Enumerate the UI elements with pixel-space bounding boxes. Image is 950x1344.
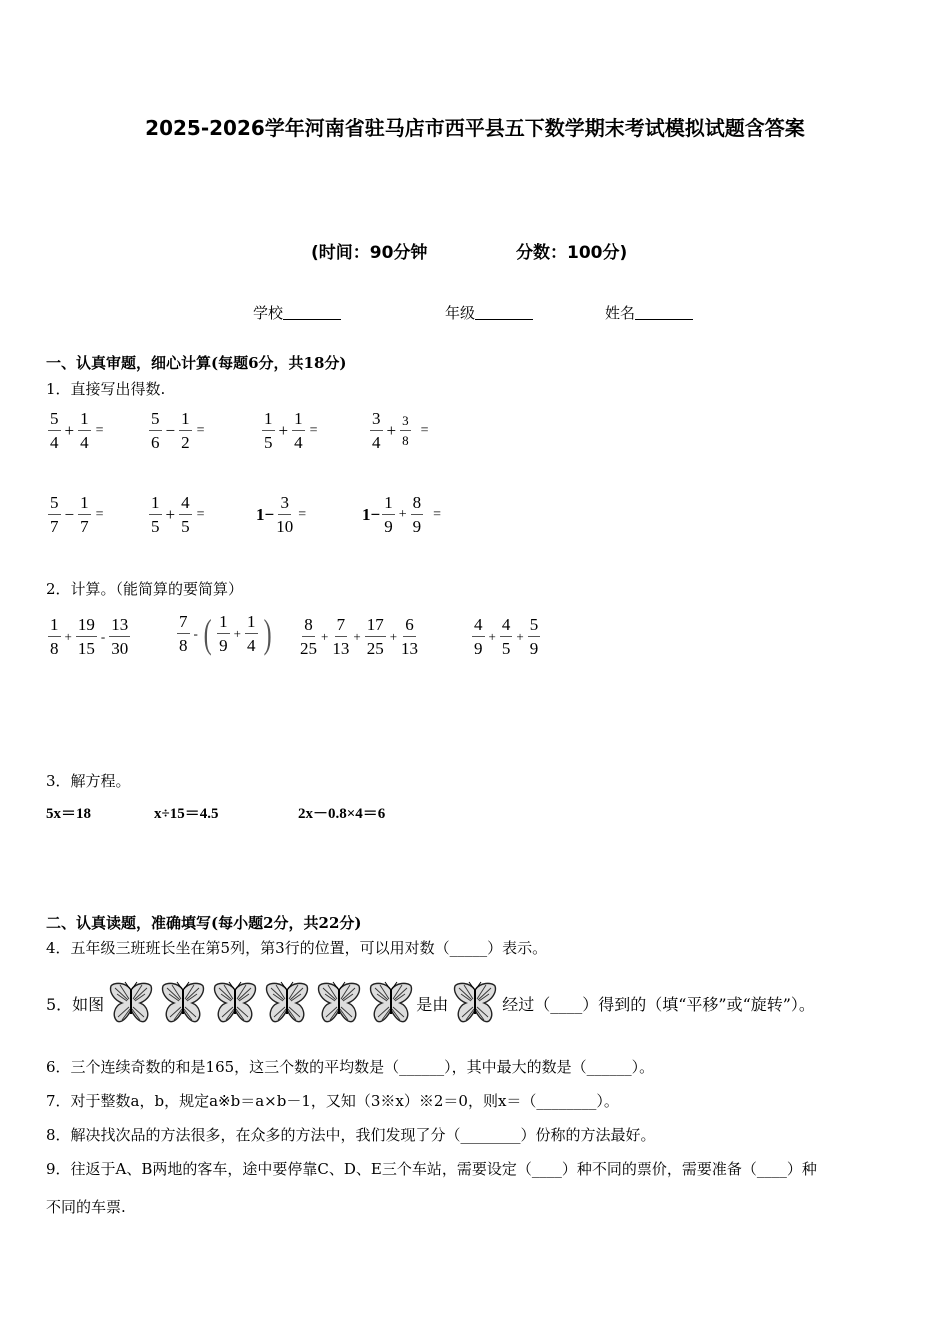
- question-5: [46, 980, 815, 1026]
- name-field[interactable]: [605, 302, 693, 323]
- fraction: $\frac{3}{4}$: [372, 409, 381, 452]
- document-title: 2025-2026学年河南省驻马店市西平县五下数学期末考试模拟试题含答案: [145, 116, 805, 140]
- time-info: (时间：90分钟: [311, 243, 428, 263]
- fraction: $\frac{5}{9}$: [529, 615, 539, 658]
- q2-expr-4: $\frac{4}{9}$ + $\frac{4}{5}$ + $\frac{5}{9}$: [474, 615, 539, 658]
- right-parenthesis: ): [263, 611, 272, 656]
- q1-expr-6: $\frac{1}{5}$ + $\frac{4}{5}$ =: [151, 493, 205, 536]
- question-9: 9．往返于A、B两地的客车，途中要停靠C、D、E三个车站，需要设定（____）种不同的票价，需要准备（____）种: [46, 1160, 817, 1178]
- fraction: $\frac{7}{8}$: [179, 612, 188, 655]
- question-7: 7．对于整数a，b，规定a※b＝a×b－1，又知（3※x）※2＝0，则x＝（________）。: [46, 1092, 619, 1110]
- fraction: $\frac{4}{5}$: [501, 615, 511, 658]
- question-3: 3．解方程。: [46, 772, 131, 790]
- q5-suffix: 经过（____）得到的（填“平移”或“旋转”）。: [502, 994, 815, 1014]
- q5-prefix: 5．如图: [46, 994, 105, 1014]
- q1-expr-5: $\frac{5}{7}$ − $\frac{1}{7}$ =: [50, 493, 104, 536]
- question-6: 6．三个连续奇数的和是165，这三个数的平均数是（______），其中最大的数是（______）。: [46, 1058, 655, 1076]
- school-label: 学校: [253, 304, 284, 322]
- q1-expr-7: 1− $\frac{3}{10}$ =: [256, 493, 307, 536]
- q2-expr-3: $\frac{8}{25}$ + $\frac{7}{13}$ + $\frac{17}{25}$ + $\frac{6}{13}$: [300, 615, 419, 658]
- question-9-continued: 不同的车票.: [46, 1198, 126, 1216]
- fraction: $\frac{1}{9}$: [384, 493, 393, 536]
- q1-expr-3: $\frac{1}{5}$ + $\frac{1}{4}$ =: [264, 409, 318, 452]
- fraction: $\frac{6}{13}$: [401, 615, 419, 658]
- fraction: $\frac{5}{4}$: [50, 409, 59, 452]
- fraction: $\frac{1}{4}$: [247, 612, 256, 655]
- fraction: $\frac{3}{8}$: [402, 413, 409, 448]
- butterfly-image: [108, 980, 154, 1026]
- fraction: $\frac{7}{13}$: [332, 615, 350, 658]
- fraction: $\frac{5}{7}$: [50, 493, 59, 536]
- butterfly-original-image: [452, 980, 498, 1026]
- equation-2: x÷15＝4.5: [154, 806, 219, 822]
- fraction: $\frac{1}{4}$: [294, 409, 303, 452]
- equation-1: 5x＝18: [46, 806, 92, 822]
- fraction: $\frac{5}{6}$: [151, 409, 160, 452]
- question-8: 8．解决找次品的方法很多，在众多的方法中，我们发现了分（________）份称的方法最好。: [46, 1126, 656, 1144]
- fraction: $\frac{1}{8}$: [50, 615, 59, 658]
- q1-expr-4: $\frac{3}{4}$ + $\frac{3}{8}$ =: [372, 409, 429, 452]
- q1-expr-1: $\frac{5}{4}$ + $\frac{1}{4}$ =: [50, 409, 104, 452]
- fraction: $\frac{1}{5}$: [264, 409, 273, 452]
- butterfly-image: [264, 980, 310, 1026]
- question-4: 4．五年级三班班长坐在第5列，第3行的位置，可以用对数（_____）表示。: [46, 939, 548, 957]
- q2-expr-1: $\frac{1}{8}$ + $\frac{19}{15}$ - $\frac{13}{30}$: [50, 615, 129, 658]
- name-label: 姓名: [605, 304, 636, 322]
- butterfly-image: [316, 980, 362, 1026]
- grade-field[interactable]: [445, 302, 533, 323]
- question-2: 2．计算。（能简算的要简算）: [46, 580, 244, 598]
- fraction: $\frac{1}{7}$: [80, 493, 89, 536]
- score-info: 分数：100分): [516, 243, 628, 263]
- fraction: $\frac{4}{9}$: [474, 615, 483, 658]
- fraction: $\frac{1}{5}$: [151, 493, 160, 536]
- section-2-heading: 二、认真读题，准确填写(每小题2分，共22分): [46, 914, 362, 932]
- q5-middle: 是由: [416, 994, 449, 1014]
- fraction: $\frac{4}{5}$: [181, 493, 190, 536]
- butterfly-image: [160, 980, 206, 1026]
- fraction: $\frac{1}{9}$: [219, 612, 228, 655]
- butterfly-image: [212, 980, 258, 1026]
- fraction: $\frac{1}{2}$: [181, 409, 190, 452]
- q1-expr-8: 1− $\frac{1}{9}$ + $\frac{8}{9}$ =: [362, 493, 441, 536]
- fraction: $\frac{8}{25}$: [300, 615, 317, 658]
- fraction: $\frac{8}{9}$: [412, 493, 422, 536]
- equation-3: 2x－0.8×4＝6: [298, 806, 386, 822]
- fraction: $\frac{19}{15}$: [77, 615, 95, 658]
- fraction: $\frac{3}{10}$: [276, 493, 294, 536]
- fraction: $\frac{1}{4}$: [80, 409, 89, 452]
- question-1: 1．直接写出得数.: [46, 380, 166, 398]
- fraction: $\frac{17}{25}$: [366, 615, 384, 658]
- q2-expr-2: $\frac{7}{8}$ - ( $\frac{1}{9}$ + $\frac{1}{4}$ ): [179, 611, 272, 656]
- q1-expr-2: $\frac{5}{6}$ − $\frac{1}{2}$ =: [151, 409, 205, 452]
- butterfly-image: [368, 980, 414, 1026]
- section-1-heading: 一、认真审题，细心计算(每题6分，共18分): [46, 354, 347, 372]
- fraction: $\frac{13}{30}$: [111, 615, 129, 658]
- left-parenthesis: (: [203, 611, 212, 656]
- school-field[interactable]: [253, 302, 341, 323]
- grade-label: 年级: [445, 304, 476, 322]
